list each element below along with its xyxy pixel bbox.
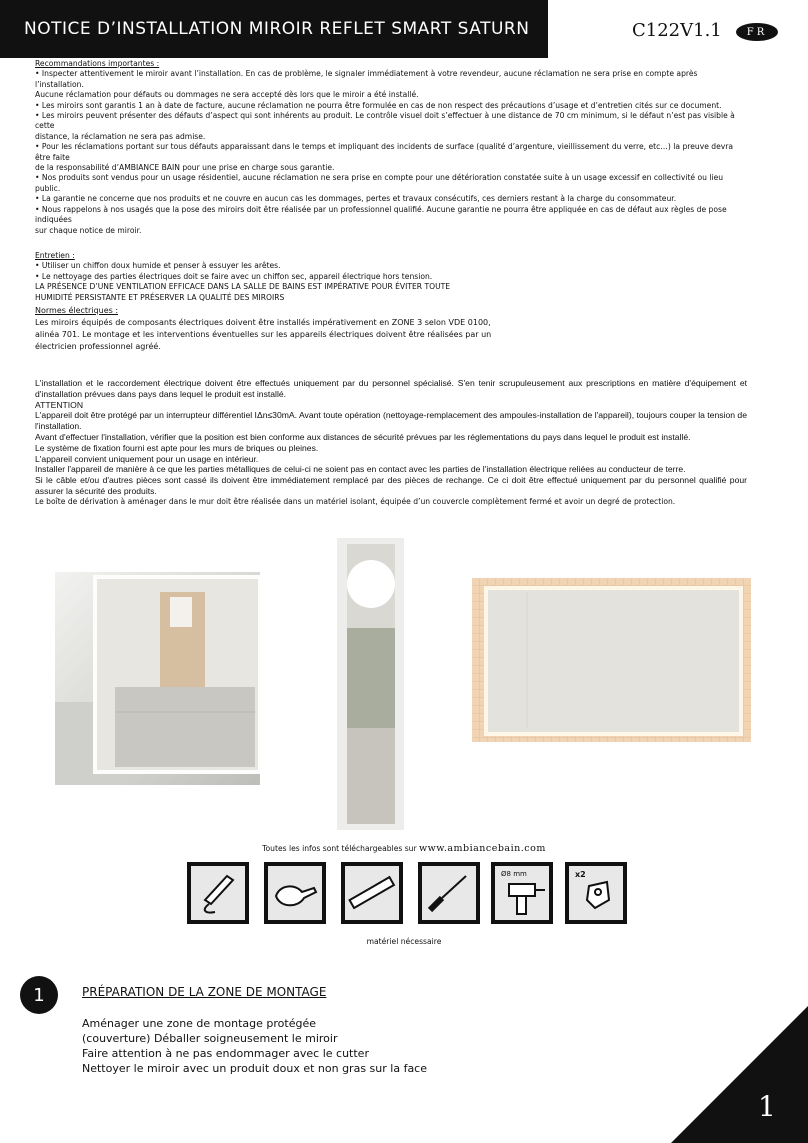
- mirror-bathroom-photo: [55, 572, 260, 785]
- maintenance-heading: Entretien :: [35, 251, 75, 260]
- installation-line: L'installation et le raccordement électrique doivent être effectués uniquement par du personnel spécialisé. S'en tenir scrupuleusement aux prescriptions en matière d'équipement et d'installation prévues dans pays dans lequel le produit est installé.: [35, 378, 747, 399]
- step-number-badge: 1: [20, 976, 58, 1014]
- recommendation-line: • Nous rappelons à nos usagés que la pose des miroirs doit être réalisée par un professionnel qualifié. Aucune garantie ne pourra être appliquée en cas de défaut aux règles de pose indiquées: [35, 204, 727, 225]
- recommendation-line: • Les miroirs sont garantis 1 an à date de facture, aucune réclamation ne pourra être formulée en cas de non respect des précautions d’usage et d’entretien cités sur ce document.: [35, 100, 722, 110]
- recommendation-line: Aucune réclamation pour défauts ou dommages ne sera accepté dès lors que le miroir a été installé.: [35, 90, 419, 100]
- step-instructions: [82, 1016, 427, 1076]
- standards-line: Les miroirs équipés de composants électriques doivent être installés impérativement en ZONE 3 selon VDE 0100,: [35, 318, 491, 327]
- recommendations-heading: Recommandations importantes :: [35, 59, 160, 68]
- document-title-bar: [0, 0, 548, 58]
- page-corner-decoration: [671, 1006, 808, 1143]
- drill-size-label: Ø8 mm: [501, 870, 527, 878]
- download-text: Toutes les infos sont téléchargeables sur: [262, 844, 420, 853]
- installation-section: [35, 378, 747, 508]
- tool-screwdriver-icon: [418, 862, 480, 924]
- maintenance-line: • Utiliser un chiffon doux humide et penser à essuyer les arêtes.: [35, 261, 281, 271]
- tool-wall-plug-icon: [565, 862, 627, 924]
- tools-caption: matériel nécessaire: [366, 937, 442, 946]
- recommendation-line: de la responsabilité d’AMBIANCE BAIN pour une prise en charge sous garantie.: [35, 163, 335, 173]
- recommendation-line: • Inspecter attentivement le miroir avant l’installation. En cas de problème, le signaler immédiatement à votre revendeur, aucune réclamation ne sera prise en compte après l’installation.: [35, 69, 698, 89]
- recommendation-line: • Nos produits sont vendus pour un usage résidentiel, aucune réclamation ne sera prise en compte pour une détérioration constatée suite à un usage excessif en collectivité ou lieu public.: [35, 173, 724, 193]
- step-line: (couverture) Déballer soigneusement le miroir: [82, 1032, 338, 1045]
- maintenance-section: [35, 251, 505, 303]
- download-info: [0, 843, 808, 854]
- document-title: NOTICE D’INSTALLATION MIROIR REFLET SMART SATURN: [24, 19, 530, 39]
- maintenance-line: • Le nettoyage des parties électriques doit se faire avec un chiffon sec, appareil électrique hors tension.: [35, 271, 433, 281]
- website-link[interactable]: www.ambiancebain.com: [419, 843, 546, 854]
- tool-spirit-level-icon: [341, 862, 403, 924]
- page-number: 1: [758, 1090, 776, 1123]
- step-line: Faire attention à ne pas endommager avec le cutter: [82, 1047, 369, 1060]
- installation-line: ATTENTION: [35, 399, 84, 410]
- tool-level-icon: [264, 862, 326, 924]
- installation-line: Si le câble et/ou d'autres pièces sont cassé ils doivent être immédiatement remplacé par des pièces de rechange. Ce ci doit être effectué uniquement par du personnel qualifié pour assurer la sécurité des produits.: [35, 475, 747, 496]
- installation-line: L'appareil doit être protégé par un interrupteur différentiel IΔn≤30mA. Avant toute opération (nettoyage-remplacement des ampoules-installation de l'appareil), toujours couper la tension de l'installation.: [35, 410, 747, 432]
- step-title: PRÉPARATION DE LA ZONE DE MONTAGE: [82, 985, 327, 999]
- language-badge: FR: [736, 23, 778, 41]
- recommendation-line: sur chaque notice de miroir.: [35, 225, 142, 235]
- tool-cutter-icon: [187, 862, 249, 924]
- step-line: Aménager une zone de montage protégée: [82, 1017, 316, 1030]
- installation-line: L'appareil convient uniquement pour un usage en intérieur.: [35, 453, 259, 464]
- installation-line: Avant d'effectuer l'installation, vérifier que la position est bien conforme aux distances de sécurité prévues par les réglementations du pays dans lequel le produit est installé.: [35, 431, 691, 442]
- installation-line: Installer l'appareil de manière à ce que les parties métalliques de celui-ci ne soient pas en contact avec les parties de l'installation électrique reliées au conducteur de terre.: [35, 464, 686, 475]
- installation-line: Le système de fixation fourni est apte pour les murs de briques ou pleines.: [35, 442, 319, 453]
- electrical-standards-section: [35, 305, 505, 353]
- tool-drill-icon: [491, 862, 553, 924]
- recommendations-section: [35, 59, 747, 236]
- maintenance-line: LA PRÉSENCE D’UNE VENTILATION EFFICACE DANS LA SALLE DE BAINS EST IMPÉRATIVE POUR ÉVITER TOUTE: [35, 282, 451, 292]
- maintenance-line: HUMIDITÉ PERSISTANTE ET PRÉSERVER LA QUALITÉ DES MIROIRS: [35, 292, 285, 302]
- step-line: Nettoyer le miroir avec un produit doux et non gras sur la face: [82, 1062, 427, 1075]
- recommendation-line: • La garantie ne concerne que nos produits et ne couvre en aucun cas les dommages, pertes et travaux consécutifs, ces derniers restant à la charge du consommateur.: [35, 194, 677, 204]
- recommendation-line: distance, la réclamation ne sera pas admise.: [35, 131, 206, 141]
- reference-code: C122V1.1: [632, 20, 722, 41]
- standards-heading: Normes électriques :: [35, 306, 119, 315]
- quantity-label: x2: [575, 870, 586, 879]
- mirror-led-photo: [472, 578, 751, 742]
- recommendation-line: • Les miroirs peuvent présenter des défauts d’aspect qui sont inhérents au produit. Le contrôle visuel doit s’effectuer à une distance de 70 cm minimum, si le défaut n’est pas visible à cette: [35, 111, 735, 131]
- standards-line: électricien professionnel agréé.: [35, 342, 161, 351]
- recommendation-line: • Pour les réclamations portant sur tous défauts apparaissant dans le temps et impliquant des incidents de surface (qualité d’argenture, vieillissement du verre, etc…) la preuve devra être faite: [35, 142, 734, 162]
- standards-line: alinéa 701. Le montage et les interventions éventuelles sur les appareils électriques doivent être réalisées par un: [35, 330, 492, 339]
- installation-line: Le boîte de dérivation à aménager dans le mur doit être réalisée dans un matériel isolant, équipée d’un couvercle complètement fermé et avoir un degré de protection.: [35, 496, 676, 506]
- mirror-vertical-photo: [337, 538, 404, 830]
